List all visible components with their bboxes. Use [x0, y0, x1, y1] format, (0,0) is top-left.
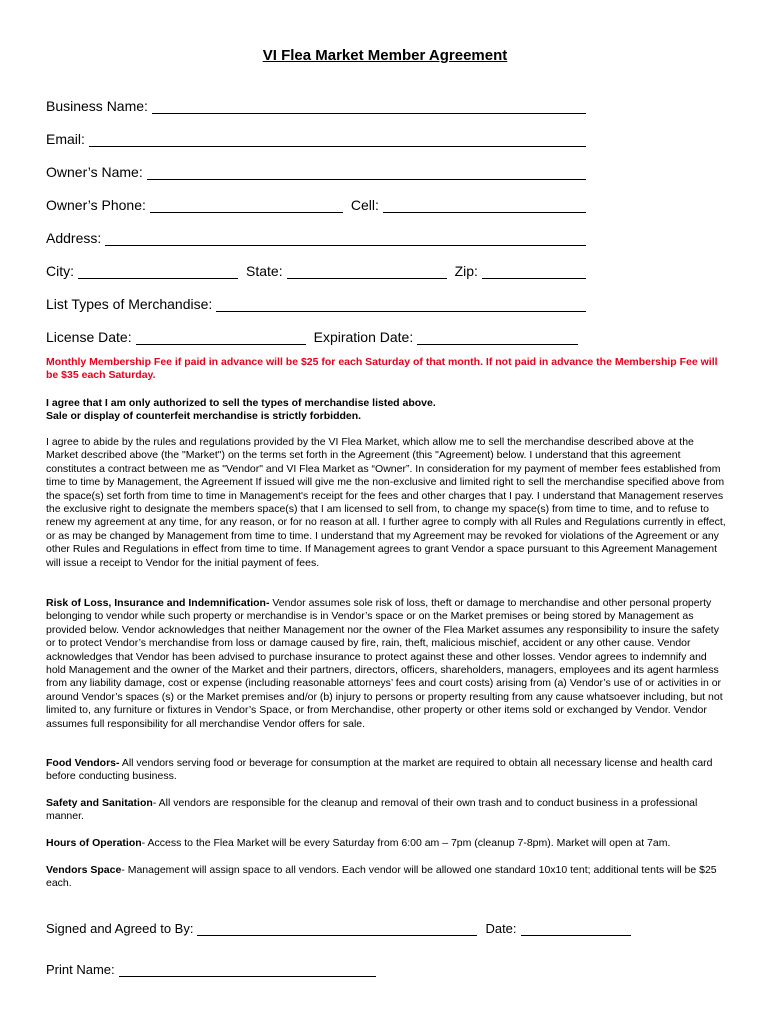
agreement-paragraph: I agree to abide by the rules and regulations provided by the VI Flea Market, which allow me to sell the merchandise described above at the Market described above (the "Market") on the terms set forth in the Agreement (this "Agreement) below. I understand that this agreement constitutes a contract between me as "Vendor" and VI Flea Market as “Owner”. In consideration for my payment of member fees established from time to time by Management, the Agreement If issued will give me the non-exclusive and limited right to sell the merchandise specified above from the space(s) set forth from time to time in Management's receipt for the fees and other charges that I pay. I understand that Management reserves the exclusive right to designate the members space(s) that I am licensed to sell from, to change my space(s) from time to time, and to refuse to renew my agreement at any time, for any reason, or for no reason at all. I further agree to comply with all Rules and Regulations currently in effect, or as may be changed by Management from time to time. I understand that my Agreement may be revoked for violations of the Agreement or any other Rules and Regulations in effect from time to time. If Management agrees to grant Vendor a space pursuant to this Agreement Management will issue a receipt to Vendor for the initial payment of fees.: [46, 436, 726, 569]
cell-label: Cell:: [350, 197, 379, 213]
business-name-input[interactable]: [152, 99, 586, 114]
safety-text: - All vendors are responsible for the cleanup and removal of their own trash and to conduct business in a professional manner.: [46, 797, 698, 823]
document-title: VI Flea Market Member Agreement: [262, 47, 508, 64]
license-date-label: License Date:: [46, 329, 132, 345]
hours-text: - Access to the Flea Market will be every Saturday from 6:00 am – 7pm (cleanup 7-8pm). Market will open at 7am.: [141, 837, 671, 849]
address-row: [46, 228, 586, 246]
print-name-label: Print Name:: [46, 962, 115, 977]
date-input[interactable]: [521, 921, 631, 936]
owners-name-row: [46, 162, 586, 180]
email-label: Email:: [46, 131, 85, 147]
authorization-line-2: Sale or display of counterfeit merchandise is strictly forbidden.: [46, 410, 362, 423]
food-vendors-text: All vendors serving food or beverage for consumption at the market are required to obtain all necessary license and health card before conducting business.: [46, 757, 713, 783]
expiration-date-input[interactable]: [417, 330, 578, 345]
date-label: Date:: [485, 921, 517, 936]
zip-label: Zip:: [454, 263, 478, 279]
city-state-zip-row: [46, 261, 586, 279]
merchandise-input[interactable]: [216, 297, 586, 312]
vendors-space-text: - Management will assign space to all vendors. Each vendor will be allowed one standard 10x10 tent; additional tents will be $25 each.: [46, 864, 717, 890]
email-row: [46, 129, 586, 147]
address-label: Address:: [46, 230, 102, 246]
print-name-row: [46, 959, 376, 977]
merchandise-label: List Types of Merchandise:: [46, 296, 213, 312]
authorization-notice: [46, 397, 726, 424]
food-vendors-section: [46, 757, 726, 784]
vendors-space-section: [46, 864, 726, 891]
owners-phone-label: Owner’s Phone:: [46, 197, 146, 213]
merchandise-row: [46, 294, 586, 312]
vendors-space-heading: Vendors Space: [46, 864, 122, 876]
expiration-date-label: Expiration Date:: [313, 329, 414, 345]
dates-row: [46, 327, 578, 345]
owners-name-input[interactable]: [147, 165, 586, 180]
risk-section: [46, 597, 726, 731]
email-input[interactable]: [89, 132, 586, 147]
membership-fee-notice: Monthly Membership Fee if paid in advance will be $25 for each Saturday of that month. If not paid in advance the Membership Fee will be $35 each Saturday.: [46, 356, 718, 382]
address-input[interactable]: [105, 231, 586, 246]
state-input[interactable]: [287, 264, 447, 279]
cell-input[interactable]: [383, 198, 586, 213]
license-date-input[interactable]: [136, 330, 306, 345]
hours-section: [46, 837, 726, 850]
safety-section: [46, 797, 726, 824]
signed-label: Signed and Agreed to By:: [46, 921, 194, 936]
owners-name-label: Owner’s Name:: [46, 164, 143, 180]
print-name-input[interactable]: [119, 962, 376, 977]
signature-row: [46, 918, 631, 936]
zip-input[interactable]: [482, 264, 586, 279]
authorization-line-1: I agree that I am only authorized to sell the types of merchandise listed above.: [46, 397, 436, 409]
city-label: City:: [46, 263, 74, 279]
phone-row: [46, 195, 586, 213]
risk-heading: Risk of Loss, Insurance and Indemnification-: [46, 597, 270, 609]
state-label: State:: [246, 263, 283, 279]
hours-heading: Hours of Operation: [46, 837, 142, 849]
safety-heading: Safety and Sanitation: [46, 797, 153, 809]
signature-input[interactable]: [197, 921, 477, 936]
business-name-label: Business Name:: [46, 98, 148, 114]
food-vendors-heading: Food Vendors-: [46, 757, 120, 769]
city-input[interactable]: [78, 264, 238, 279]
business-name-row: [46, 96, 586, 114]
risk-text: Vendor assumes sole risk of loss, theft or damage to merchandise and other personal property belonging to vendor while such property or merchandise is in Vendor’s space or on the Market premises or being stored by Management as provided below. Vendor acknowledges that neither Management nor the owner of the Flea Market assumes any responsibility to insure the safety or to protect Vendor’s merchandise from loss or damage caused by fire, rain, theft, malicious mischief, accident or any other cause. Vendor acknowledges that Vendor has been advised to purchase insurance to protect against these and other losses. Vendor agrees to indemnify and hold Management and the owner of the Market and their partners, directors, officers, shareholders, managers, employees and its agent harmless from any liability damage, cost or expense (including reasonable attorneys’ fees and court costs) arising from (a) Vendor’s use of or activities in or around Vendor’s spaces (s) or the Market premises and/or (b) injury to persons or property resulting from any cause whatsoever including, but not limited to, any furniture or fixtures in Vendor’s Space, or from Merchandise, other property or other items sold or exchanged by Vendor. Vendor assumes full responsibility for all merchandise Vendor offers for sale.: [46, 597, 723, 730]
owners-phone-input[interactable]: [150, 198, 343, 213]
